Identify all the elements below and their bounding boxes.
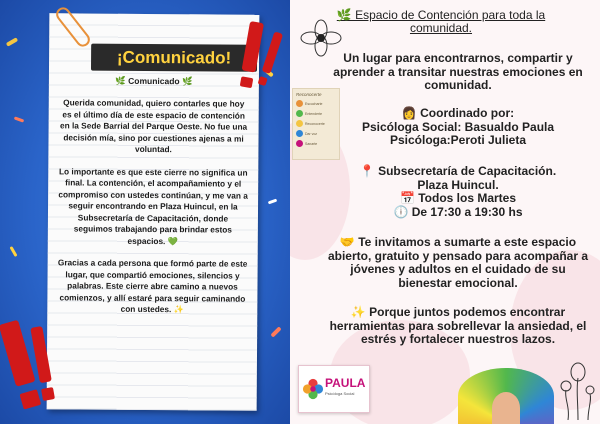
doodle-mark: [14, 116, 24, 122]
doodle-mark: [9, 246, 17, 257]
coordination-line: 👩 Coordinado por:: [401, 106, 515, 120]
doodle-mark: [6, 37, 18, 46]
paula-logo-card: [298, 365, 370, 413]
colorful-flower-icon: [302, 378, 324, 400]
location-line: 📍 Subsecretaría de Capacitación.: [359, 164, 557, 178]
reconocerte-thumbnail: [292, 88, 340, 160]
thumbnail-item: Escucharte: [296, 100, 336, 107]
doodle-mark: [270, 326, 281, 337]
schedule-block: [322, 192, 594, 219]
schedule-line: 📅 Todos los Martes: [399, 191, 517, 205]
comunicado-panel: [0, 0, 290, 424]
espacio-contencion-panel: [290, 0, 600, 424]
thumbnail-item: Reconocerte: [296, 120, 336, 127]
coordination-line: Psicóloga Social: Basualdo Paula: [361, 119, 555, 134]
thumbnail-heading: Reconocerte: [296, 92, 322, 97]
location-line: Plaza Huincul.: [417, 177, 499, 192]
united-hands-image: [458, 368, 554, 424]
coordination-block: [322, 107, 594, 148]
thumbnail-dot-icon: [296, 120, 303, 127]
comunicado-body: [57, 97, 249, 327]
logo-name: PAULA: [325, 376, 366, 390]
thumbnail-item: Entenderte: [296, 110, 336, 117]
comunicado-paragraph: Lo importante es que este cierre no significa un final. La contención, el acompañamiento y el compromiso con ustedes continúan, y me van a seguir encontrando en Plaza Huincul, en la Subsecretaría de Capacitación, donde seguimos trabajando para brindar estos espacios. 💚: [58, 165, 248, 246]
thumbnail-item: Dar voz: [296, 130, 336, 137]
line-flowers-icon: [558, 360, 598, 420]
comunicado-paragraph: Gracias a cada persona que formó parte de este lugar, que compartió emociones, silencios y palabras. Este cierre abre camino a nuevos comienzos, y allí estaré para seguir caminando con ustedes. ✨: [57, 257, 248, 315]
comunicado-paragraph: Querida comunidad, quiero contarles que hoy es el último día de este espacio de contención en la Sede Barrial del Parque Oeste. No fue una decisión mía, sino por cuestiones ajenas a mi voluntad.: [59, 97, 248, 155]
doodle-mark: [268, 199, 277, 205]
thumbnail-dot-icon: [296, 110, 303, 117]
closing-text: ✨ Porque juntos podemos encontrar herramientas para sobrellevar la ansiedad, el estrés y fortalecer nuestros lazos.: [329, 305, 587, 346]
invitation-text: 🤝 Te invitamos a sumarte a este espacio abierto, gratuito y pensado para acompañar a jóvenes y adultos en el cuidado de su bienestar emocional.: [327, 235, 589, 290]
logo-subtitle: Psicóloga Social: [325, 391, 355, 396]
coordination-line: Psicóloga:Peroti Julieta: [389, 133, 527, 147]
thumbnail-dot-icon: [296, 140, 303, 147]
schedule-line: 🕕 De 17:30 a 19:30 hs: [393, 204, 523, 219]
location-block: [322, 165, 594, 192]
note-paper: [47, 13, 260, 410]
thumbnail-dot-icon: [296, 100, 303, 107]
espacio-intro: Un lugar para encontrarnos, compartir y aprender a transitar nuestras emociones en comunidad.: [333, 51, 583, 92]
comunicado-subheading: 🌿 Comunicado 🌿: [115, 75, 193, 87]
comunicado-banner: ¡Comunicado!: [91, 44, 257, 72]
thumbnail-item: Sanarte: [296, 140, 336, 147]
espacio-title: 🌿 Espacio de Contención para toda la comunidad.: [336, 8, 546, 35]
thumbnail-dot-icon: [296, 130, 303, 137]
